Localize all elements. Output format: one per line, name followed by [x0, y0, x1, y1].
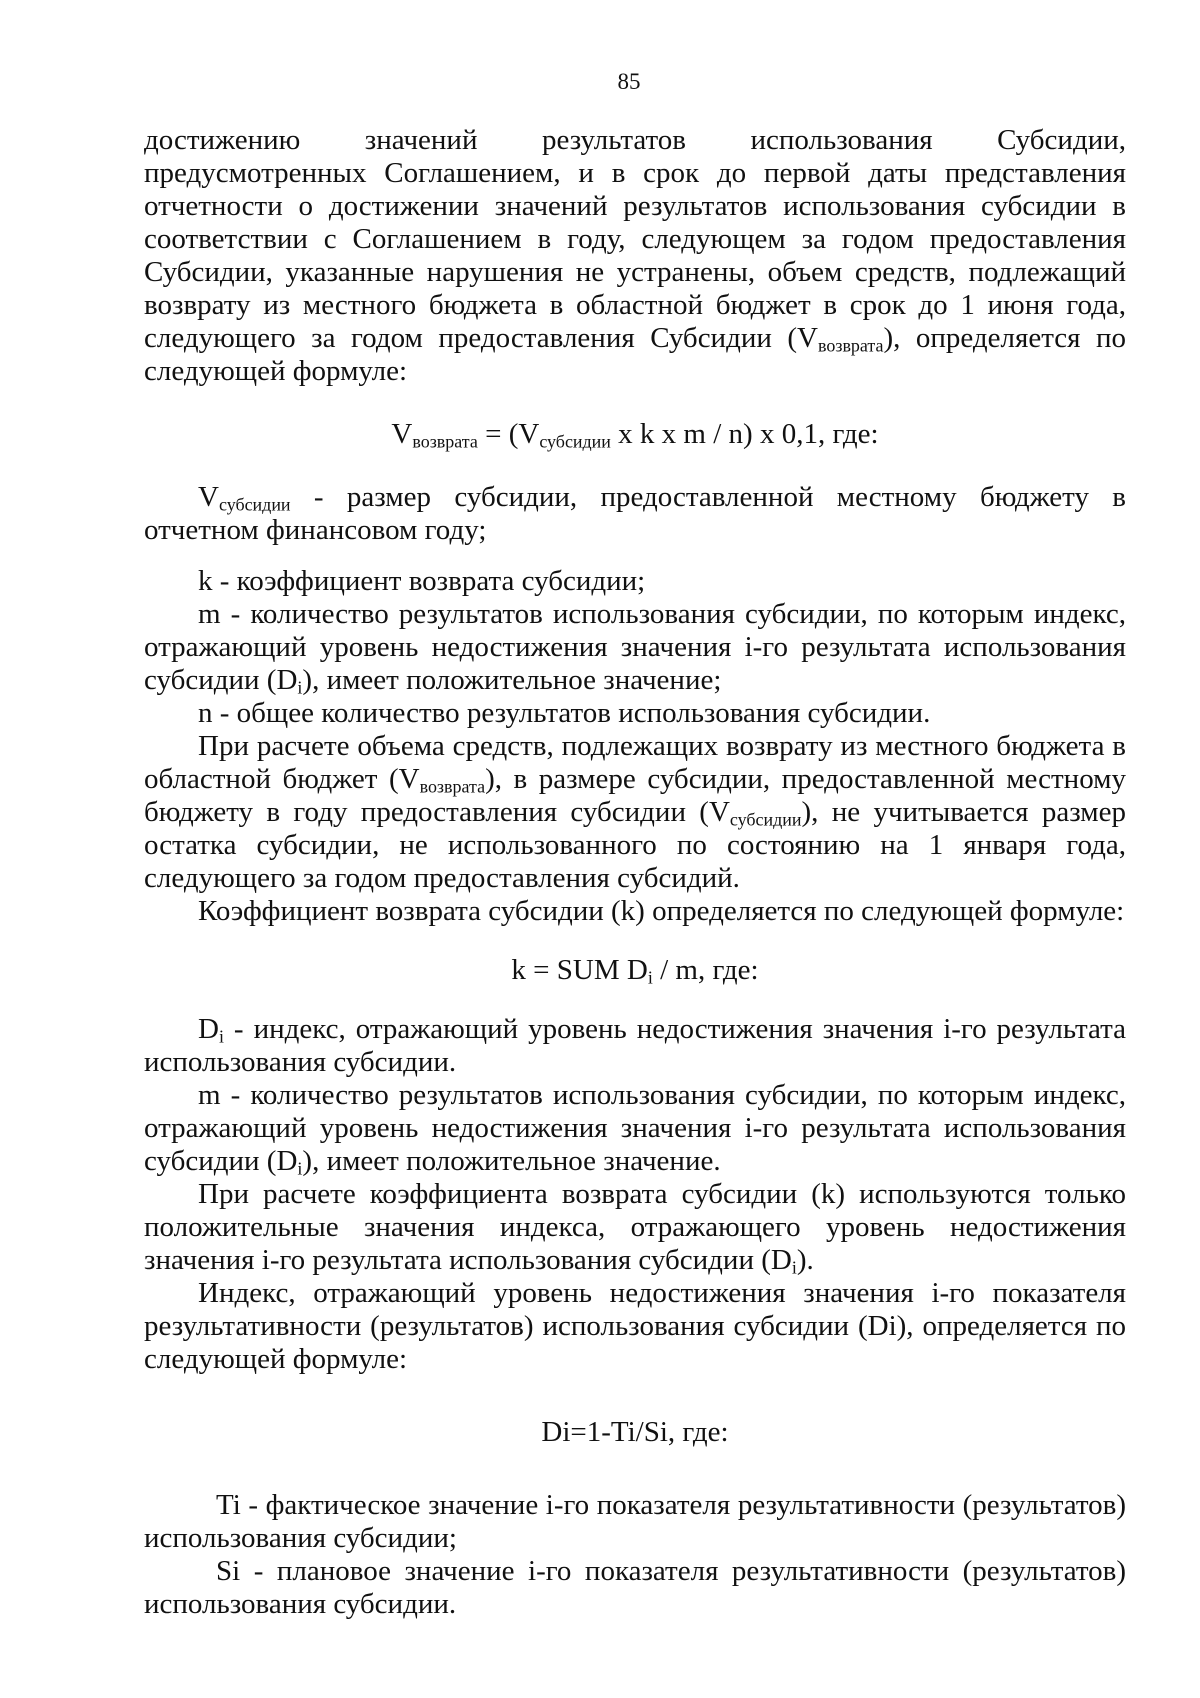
subscript-i: i [297, 1158, 303, 1179]
page-number: 85 [617, 69, 641, 94]
formula-mid: = (V [477, 418, 540, 450]
subscript-i: i [647, 967, 653, 988]
paragraph-raschet-obema [144, 730, 1126, 895]
definition-di [144, 1013, 1126, 1079]
raschet-text-c: ), не учитывается размер остатка субсидии, не использованного по состоянию на 1 января года, следующего за годом предоставления субсидий. [144, 796, 1126, 894]
formula-k-text: k = SUM D [511, 954, 648, 986]
formula-di: Di=1-Ti/Si, где: [541, 1416, 729, 1448]
subscript-subsidii: субсидии [729, 809, 802, 830]
raschet-text-a: При расчете объема средств, подлежащих возврату из местного бюджета в областной бюджет (V [144, 730, 1126, 795]
subscript-i: i [218, 1026, 224, 1047]
definition-m-text: m - количество результатов использования субсидии, по которым индекс, отражающий уровень недостижения значения i-го результата использования субсидии (D [144, 598, 1126, 696]
paragraph-index: Индекс, отражающий уровень недостижения значения i-го показателя результативности (результатов) использования субсидии (Di), определяется по следующей формуле: [144, 1277, 1126, 1375]
raschet-k-text: При расчете коэффициента возврата субсидии (k) используются только положительные значения индекса, отражающего уровень недостижения значения i-го результата использования субсидии (D [144, 1178, 1126, 1276]
formula-k-tail: / m, где: [652, 954, 759, 986]
definition-si: Si - плановое значение i-го показателя результативности (результатов) использования субсидии. [144, 1555, 1126, 1620]
paragraph-koefficient: Коэффициент возврата субсидии (k) определяется по следующей формуле: [198, 895, 1125, 927]
definition-k: k - коэффициент возврата субсидии; [198, 565, 646, 597]
definition-di-text: - индекс, отражающий уровень недостижения значения i-го результата использования субсидии. [144, 1013, 1126, 1078]
raschet-k-tail: ). [796, 1244, 814, 1276]
definition-ti: Ti - фактическое значение i-го показателя результативности (результатов) использования субсидии; [144, 1489, 1126, 1554]
paragraph-raschet-koefficienta [144, 1178, 1126, 1277]
definition-v-subsidii [144, 481, 1126, 547]
definition-m [144, 598, 1126, 697]
definition-m2-text: m - количество результатов использования субсидии, по которым индекс, отражающий уровень недостижения значения i-го результата использования субсидии (D [144, 1079, 1126, 1177]
subscript-vozvrata: возврата [818, 335, 884, 356]
definition-v-symbol: V [198, 481, 219, 513]
paragraph-intro-tail: ), определяется по следующей формуле: [144, 322, 1126, 387]
raschet-text-b: ), в размере субсидии, предоставленной местному бюджету в году предоставления субсидии (V [144, 763, 1127, 828]
subscript-i: i [791, 1257, 797, 1278]
subscript-vozvrata: возврата [419, 776, 486, 797]
subscript-subsidii: субсидии [539, 431, 611, 452]
subscript-i: i [297, 677, 303, 698]
formula-k [144, 954, 1126, 987]
document-body [144, 124, 1126, 1621]
formula-rest: x k x m / n) x 0,1, где: [610, 418, 879, 450]
definition-v-text: - размер субсидии, предоставленной местному бюджету в отчетном финансовом году; [144, 481, 1126, 546]
paragraph-intro [144, 124, 1126, 388]
paragraph-intro-text: достижению значений результатов использования Субсидии, предусмотренных Соглашением, и в срок до первой даты представления отчетности о достижении значений результатов использования субсидии в соответствии с Соглашением в году, следующем за годом предоставления Субсидии, указанные нарушения не устранены, объем средств, подлежащий возврату из местного бюджета в областной бюджет в срок до 1 июня года, следующего за годом предоставления Субсидии (V [144, 124, 1126, 354]
subscript-vozvrata: возврата [412, 431, 478, 452]
definition-m-tail: ), имеет положительное значение; [302, 664, 722, 696]
formula-v-vozvrata [144, 418, 1126, 451]
definition-n: n - общее количество результатов использования субсидии. [198, 697, 931, 729]
definition-di-symbol: D [198, 1013, 219, 1045]
subscript-subsidii: субсидии [218, 494, 291, 515]
definition-m-second [144, 1079, 1126, 1178]
formula-v: V [391, 418, 413, 450]
definition-m2-tail: ), имеет положительное значение. [302, 1145, 721, 1177]
